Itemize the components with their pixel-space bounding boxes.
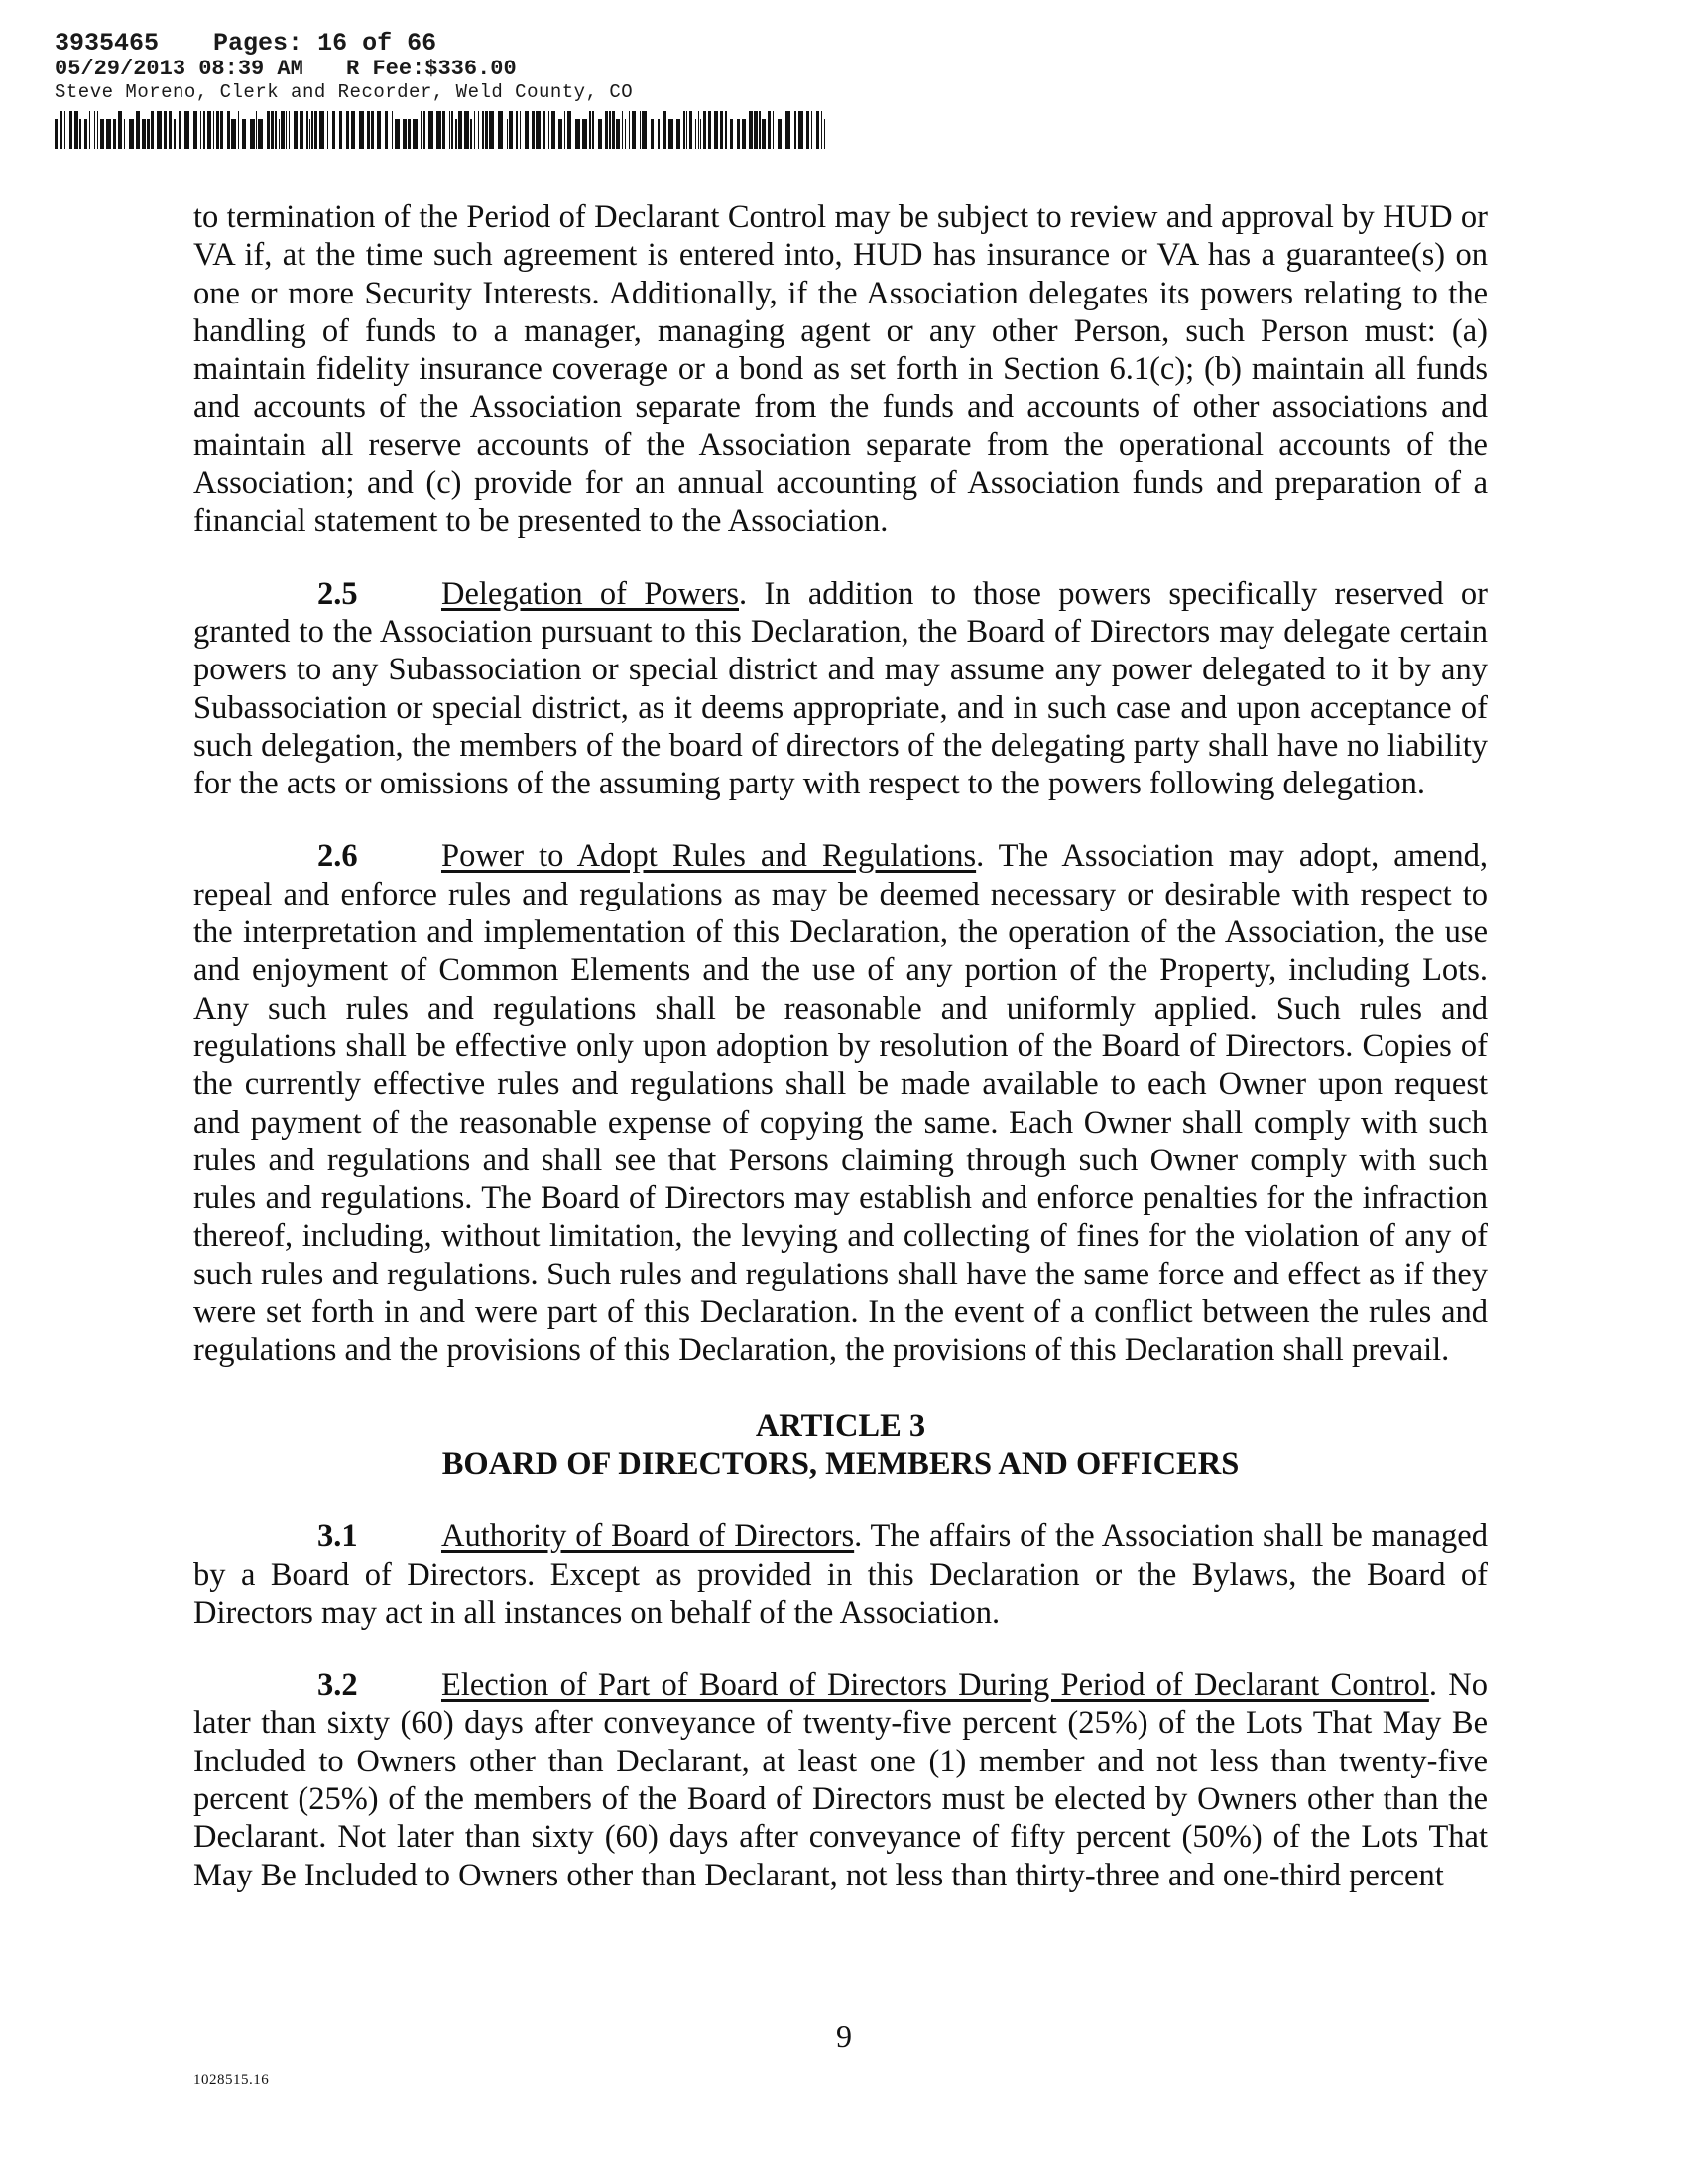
barcode-bar bbox=[507, 119, 508, 149]
barcode-bar bbox=[94, 111, 95, 149]
barcode-bar bbox=[754, 111, 758, 149]
barcode-bar bbox=[413, 119, 418, 149]
barcode-bar bbox=[408, 119, 411, 149]
barcode-bar bbox=[609, 111, 611, 149]
barcode-bar bbox=[106, 119, 111, 149]
barcode-bar bbox=[821, 111, 822, 149]
barcode-bar bbox=[612, 111, 615, 149]
barcode-bar bbox=[289, 111, 290, 149]
barcode-bar bbox=[311, 111, 313, 149]
barcode-bar bbox=[455, 119, 457, 149]
barcode-bar bbox=[708, 111, 711, 149]
barcode-bar bbox=[737, 119, 740, 149]
article-heading bbox=[193, 1407, 1488, 1484]
barcode-bar bbox=[314, 111, 317, 149]
barcode-bar bbox=[816, 111, 819, 149]
barcode-bar bbox=[640, 111, 641, 149]
barcode-bar bbox=[668, 119, 673, 149]
section-3-2: 3.2 Election of Part of Board of Directors During Period of Declarant Control. No later than sixty (60) days after conveyance of twenty-five percent (25%) of the Lots That May Be Included to Owners other than Declarant, at least one (1) member and not less than twenty-five percent (25%) of the members of the Board of Directors must be elected by Owners other than the Declarant. Not later than sixty (60) days after conveyance of fifty percent (50%) of the Lots That May Be Included to Owners other than Declarant, not less than thirty-three and one-third percent bbox=[193, 1667, 1488, 1893]
barcode-bar bbox=[794, 111, 796, 149]
barcode-bar bbox=[720, 111, 723, 149]
barcode-bar bbox=[392, 111, 393, 149]
barcode-bar bbox=[725, 111, 727, 149]
barcode-bar bbox=[625, 119, 626, 149]
reception-line bbox=[55, 30, 633, 58]
section-number: 3.1 bbox=[317, 1518, 358, 1555]
barcode-bar bbox=[136, 111, 140, 149]
barcode-bar bbox=[220, 111, 223, 149]
pages-count: Pages: 16 of 66 bbox=[213, 29, 437, 58]
barcode-bar bbox=[689, 111, 692, 149]
barcode-bar bbox=[629, 111, 630, 149]
recorded-datetime: 05/29/2013 08:39 AM bbox=[55, 57, 303, 81]
barcode-bar bbox=[698, 111, 699, 149]
barcode-bar bbox=[129, 119, 134, 149]
barcode-bar bbox=[327, 111, 328, 149]
barcode-bar bbox=[516, 111, 518, 149]
barcode-bar bbox=[768, 111, 771, 149]
barcode-bar bbox=[203, 111, 205, 149]
barcode-bar bbox=[124, 119, 125, 149]
barcode-bar bbox=[592, 111, 594, 149]
barcode-bar bbox=[231, 119, 236, 149]
barcode-bar bbox=[695, 119, 696, 149]
barcode-bar bbox=[306, 111, 308, 149]
barcode-bar bbox=[279, 119, 280, 149]
barcode-bar bbox=[525, 111, 529, 149]
barcode-bar bbox=[377, 111, 381, 149]
section-number: 2.6 bbox=[317, 838, 358, 875]
barcode-bar bbox=[543, 111, 545, 149]
barcode-bar bbox=[582, 119, 587, 149]
section-text: In addition to those powers specifically reserved or granted to the Association pursuant to this Declaration, the Board of Directors may delegate certain powers to any Subassociation or special district and may assume any power delegated to it by any Subassociation or special district, as it deems appropriate, and in such case and upon acceptance of such delegation, the members of the board of directors of the delegating party shall have no liability for the acts or omissions of the assuming party with respect to the powers following delegation. bbox=[193, 575, 1488, 802]
barcode-bar bbox=[811, 111, 812, 149]
barcode-bar bbox=[164, 111, 167, 149]
section-number: 2.5 bbox=[317, 575, 358, 612]
barcode-bar bbox=[683, 111, 685, 149]
barcode-bar bbox=[567, 111, 571, 149]
barcode-bar bbox=[169, 111, 172, 149]
barcode-bar bbox=[423, 111, 425, 149]
barcode-bar bbox=[118, 111, 122, 149]
barcode-bar bbox=[762, 119, 766, 149]
paragraph-continued: to termination of the Period of Declarant Control may be subject to review and approval by HUD or VA if, at the time such agreement is entered into, HUD has insurance or VA has a guarantee(s) on one or more Security Interests. Additionally, if the Association delegates its powers relating to the handling of funds to a manager, managing agent or any other Person, such Person must: (a) maintain fidelity insurance coverage or a bond as set forth in Section 6.1(c); (b) maintain all funds and accounts of the Association separate from the funds and accounts of other associations and maintain all reserve accounts of the Association separate from the operational accounts of the Association; and (c) provide for an annual accounting of Association funds and preparation of a financial statement to be presented to the Association. bbox=[193, 199, 1488, 540]
barcode-bar bbox=[622, 111, 623, 149]
barcode-bar bbox=[532, 111, 535, 149]
barcode-bar bbox=[74, 111, 78, 149]
barcode bbox=[55, 111, 828, 149]
barcode-bar bbox=[428, 111, 433, 149]
barcode-bar bbox=[371, 111, 374, 149]
barcode-bar bbox=[69, 111, 72, 149]
barcode-bar bbox=[238, 111, 239, 149]
section-text: The affairs of the Association shall be managed by a Board of Directors. Except as provided in this Declaration or the Bylaws, the Board of Directors may act in all instances on behalf of the Association. bbox=[193, 1518, 1488, 1631]
barcode-bar bbox=[686, 111, 687, 149]
section-text: The Association may adopt, amend, repeal and enforce rules and regulations as may be deemed necessary or desirable with respect to the interpretation and implementation of this Declaration, the operation of the Association, the use and enjoyment of Common Elements and the use of any portion of the Property, including Lots. Any such rules and regulations shall be reasonable and uniformly applied. Such rules and regulations shall be effective only upon adoption by resolution of the Board of Directors. Copies of the currently effective rules and regulations shall be made available to each Owner upon request and payment of the reasonable expense of copying the same. Each Owner shall comply with such rules and regulations and shall see that Persons claiming through such Owner comply with such rules and regulations. The Board of Directors may establish and enforce penalties for the infraction thereof, including, without limitation, the levying and collecting of fines for the violation of any of such rules and regulations. Such rules and regulations shall have the same force and effect as if they were set forth in and were part of this Declaration. In the event of a conflict between the rules and regulations and the provisions of this Declaration, the provisions of this Declaration shall prevail. bbox=[193, 838, 1488, 1369]
reception-number: 3935465 bbox=[55, 29, 160, 58]
barcode-bar bbox=[294, 111, 298, 149]
barcode-bar bbox=[157, 111, 162, 149]
barcode-bar bbox=[575, 119, 580, 149]
section-2-5: 2.5 Delegation of Powers. In addition to those powers specifically reserved or granted to the Association pursuant to this Declaration, the Board of Directors may delegate certain powers to any Subassociation or special district and may assume any power delegated to it by any Subassociation or special district, as it deems appropriate, and in such case and upon acceptance of such delegation, the members of the board of directors of the delegating party shall have no liability for the acts or omissions of the assuming party with respect to the powers following delegation. bbox=[193, 575, 1488, 802]
recorded-line bbox=[55, 58, 633, 81]
barcode-bar bbox=[632, 111, 636, 149]
barcode-bar bbox=[193, 111, 197, 149]
barcode-bar bbox=[785, 111, 790, 149]
barcode-bar bbox=[642, 111, 647, 149]
section-title: Authority of Board of Directors bbox=[441, 1518, 855, 1555]
barcode-bar bbox=[385, 111, 388, 149]
barcode-bar bbox=[749, 111, 753, 149]
barcode-bar bbox=[346, 111, 349, 149]
barcode-bar bbox=[281, 111, 285, 149]
barcode-bar bbox=[464, 111, 469, 149]
barcode-bar bbox=[332, 111, 335, 149]
barcode-bar bbox=[275, 111, 277, 149]
document-id: 1028515.16 bbox=[193, 2072, 270, 2088]
barcode-bar bbox=[79, 119, 81, 149]
barcode-bar bbox=[773, 111, 774, 149]
recorder-line: Steve Moreno, Clerk and Recorder, Weld County, CO bbox=[55, 81, 634, 103]
barcode-bar bbox=[64, 111, 65, 149]
barcode-bar bbox=[256, 111, 257, 149]
barcode-bar bbox=[207, 111, 211, 149]
barcode-bar bbox=[250, 119, 255, 149]
barcode-bar bbox=[286, 111, 287, 149]
page-number: 9 bbox=[836, 2018, 852, 2054]
barcode-bar bbox=[605, 111, 608, 149]
barcode-bar bbox=[258, 119, 263, 149]
barcode-bar bbox=[436, 111, 441, 149]
barcode-bar bbox=[55, 119, 58, 149]
barcode-bar bbox=[663, 111, 666, 149]
barcode-bar bbox=[759, 111, 761, 149]
barcode-bar bbox=[548, 111, 549, 149]
article-title: BOARD OF DIRECTORS, MEMBERS AND OFFICERS bbox=[441, 1445, 1240, 1482]
barcode-bar bbox=[485, 111, 488, 149]
barcode-bar bbox=[498, 111, 503, 149]
barcode-bar bbox=[470, 119, 472, 149]
barcode-bar bbox=[395, 119, 400, 149]
barcode-bar bbox=[367, 111, 370, 149]
barcode-bar bbox=[267, 111, 270, 149]
barcode-bar bbox=[147, 119, 150, 149]
barcode-bar bbox=[489, 111, 494, 149]
barcode-bar bbox=[482, 111, 484, 149]
barcode-bar bbox=[658, 119, 660, 149]
recording-header bbox=[55, 30, 633, 103]
barcode-bar bbox=[179, 111, 181, 149]
section-3-1: 3.1 Authority of Board of Directors. The affairs of the Association shall be managed by a Board of Directors. Except as provided in this Declaration or the Bylaws, the Board of Directors may act in all instances on behalf of the Association. bbox=[193, 1518, 1488, 1631]
barcode-bar bbox=[700, 119, 701, 149]
barcode-bar bbox=[520, 111, 521, 149]
barcode-bar bbox=[806, 111, 809, 149]
barcode-bar bbox=[213, 111, 214, 149]
barcode-bar bbox=[300, 111, 303, 149]
barcode-bar bbox=[242, 119, 246, 149]
barcode-bar bbox=[742, 119, 746, 149]
barcode-bar bbox=[536, 111, 541, 149]
barcode-bar bbox=[714, 111, 718, 149]
barcode-bar bbox=[478, 111, 479, 149]
barcode-bar bbox=[403, 119, 407, 149]
section-number: 3.2 bbox=[317, 1667, 358, 1704]
recording-fee: R Fee:$336.00 bbox=[346, 57, 517, 81]
barcode-bar bbox=[60, 111, 62, 149]
barcode-bar bbox=[151, 111, 154, 149]
barcode-bar bbox=[676, 119, 680, 149]
barcode-bar bbox=[778, 119, 782, 149]
barcode-bar bbox=[598, 119, 602, 149]
article-number: ARTICLE 3 bbox=[755, 1407, 926, 1444]
section-title: Delegation of Powers bbox=[441, 575, 739, 612]
barcode-bar bbox=[200, 111, 201, 149]
barcode-bar bbox=[551, 111, 555, 149]
barcode-bar bbox=[564, 111, 565, 149]
document-body bbox=[193, 198, 1488, 1929]
barcode-bar bbox=[174, 119, 176, 149]
barcode-bar bbox=[216, 111, 219, 149]
barcode-bar bbox=[730, 119, 733, 149]
barcode-bar bbox=[89, 111, 90, 149]
barcode-bar bbox=[351, 111, 355, 149]
barcode-bar bbox=[309, 119, 310, 149]
barcode-bar bbox=[227, 111, 230, 149]
barcode-bar bbox=[651, 119, 654, 149]
barcode-bar bbox=[449, 111, 450, 149]
barcode-bar bbox=[271, 111, 274, 149]
barcode-bar bbox=[359, 111, 364, 149]
barcode-bar bbox=[458, 111, 462, 149]
barcode-bar bbox=[97, 111, 98, 149]
barcode-bar bbox=[184, 111, 189, 149]
barcode-bar bbox=[451, 111, 453, 149]
section-title: Election of Part of Board of Directors During Period of Declarant Control bbox=[441, 1667, 1429, 1704]
barcode-bar bbox=[474, 111, 475, 149]
barcode-bar bbox=[100, 119, 104, 149]
barcode-bar bbox=[442, 111, 445, 149]
section-text: No later than sixty (60) days after conveyance of twenty-five percent (25%) of the Lots That May Be Included to Owners other than Declarant, at least one (1) member and not less than twenty-five percent (25%) of the members of the Board of Directors must be elected by Owners other than the Declarant. Not later than sixty (60) days after conveyance of fifty percent (50%) of the Lots That May Be Included to Owners other than Declarant, not less than thirty-three and one-third percent bbox=[193, 1667, 1488, 1893]
barcode-bar bbox=[824, 119, 825, 149]
barcode-bar bbox=[319, 111, 324, 149]
barcode-bar bbox=[703, 111, 706, 149]
barcode-bar bbox=[142, 119, 146, 149]
barcode-bar bbox=[589, 111, 591, 149]
barcode-bar bbox=[798, 111, 803, 149]
barcode-bar bbox=[616, 119, 620, 149]
section-2-6: 2.6 Power to Adopt Rules and Regulations. The Association may adopt, amend, repeal and enforce rules and regulations as may be deemed necessary or desirable with respect to the interpretation and implementation of this Declaration, the operation of the Association, the use and enjoyment of Common Elements and the use of any portion of the Property, including Lots. Any such rules and regulations shall be reasonable and uniformly applied. Such rules and regulations shall be effective only upon adoption by resolution of the Board of Directors. Copies of the currently effective rules and regulations shall be made available to each Owner upon request and payment of the reasonable expense of copying the same. Each Owner shall comply with such rules and regulations and shall see that Persons claiming through such Owner comply with such rules and regulations. The Board of Directors may establish and enforce penalties for the infraction thereof, including, without limitation, the levying and collecting of fines for the violation of any of such rules and regulations. Such rules and regulations shall have the same force and effect as if they were set forth in and were part of this Declaration. In the event of a conflict between the rules and regulations and the provisions of this Declaration, the provisions of this Declaration shall prevail. bbox=[193, 838, 1488, 1369]
barcode-bar bbox=[113, 119, 116, 149]
barcode-bar bbox=[339, 111, 342, 149]
barcode-bar bbox=[84, 119, 87, 149]
section-title: Power to Adopt Rules and Regulations bbox=[441, 838, 977, 875]
barcode-bar bbox=[421, 111, 422, 149]
barcode-bar bbox=[509, 111, 513, 149]
barcode-bar bbox=[558, 119, 562, 149]
